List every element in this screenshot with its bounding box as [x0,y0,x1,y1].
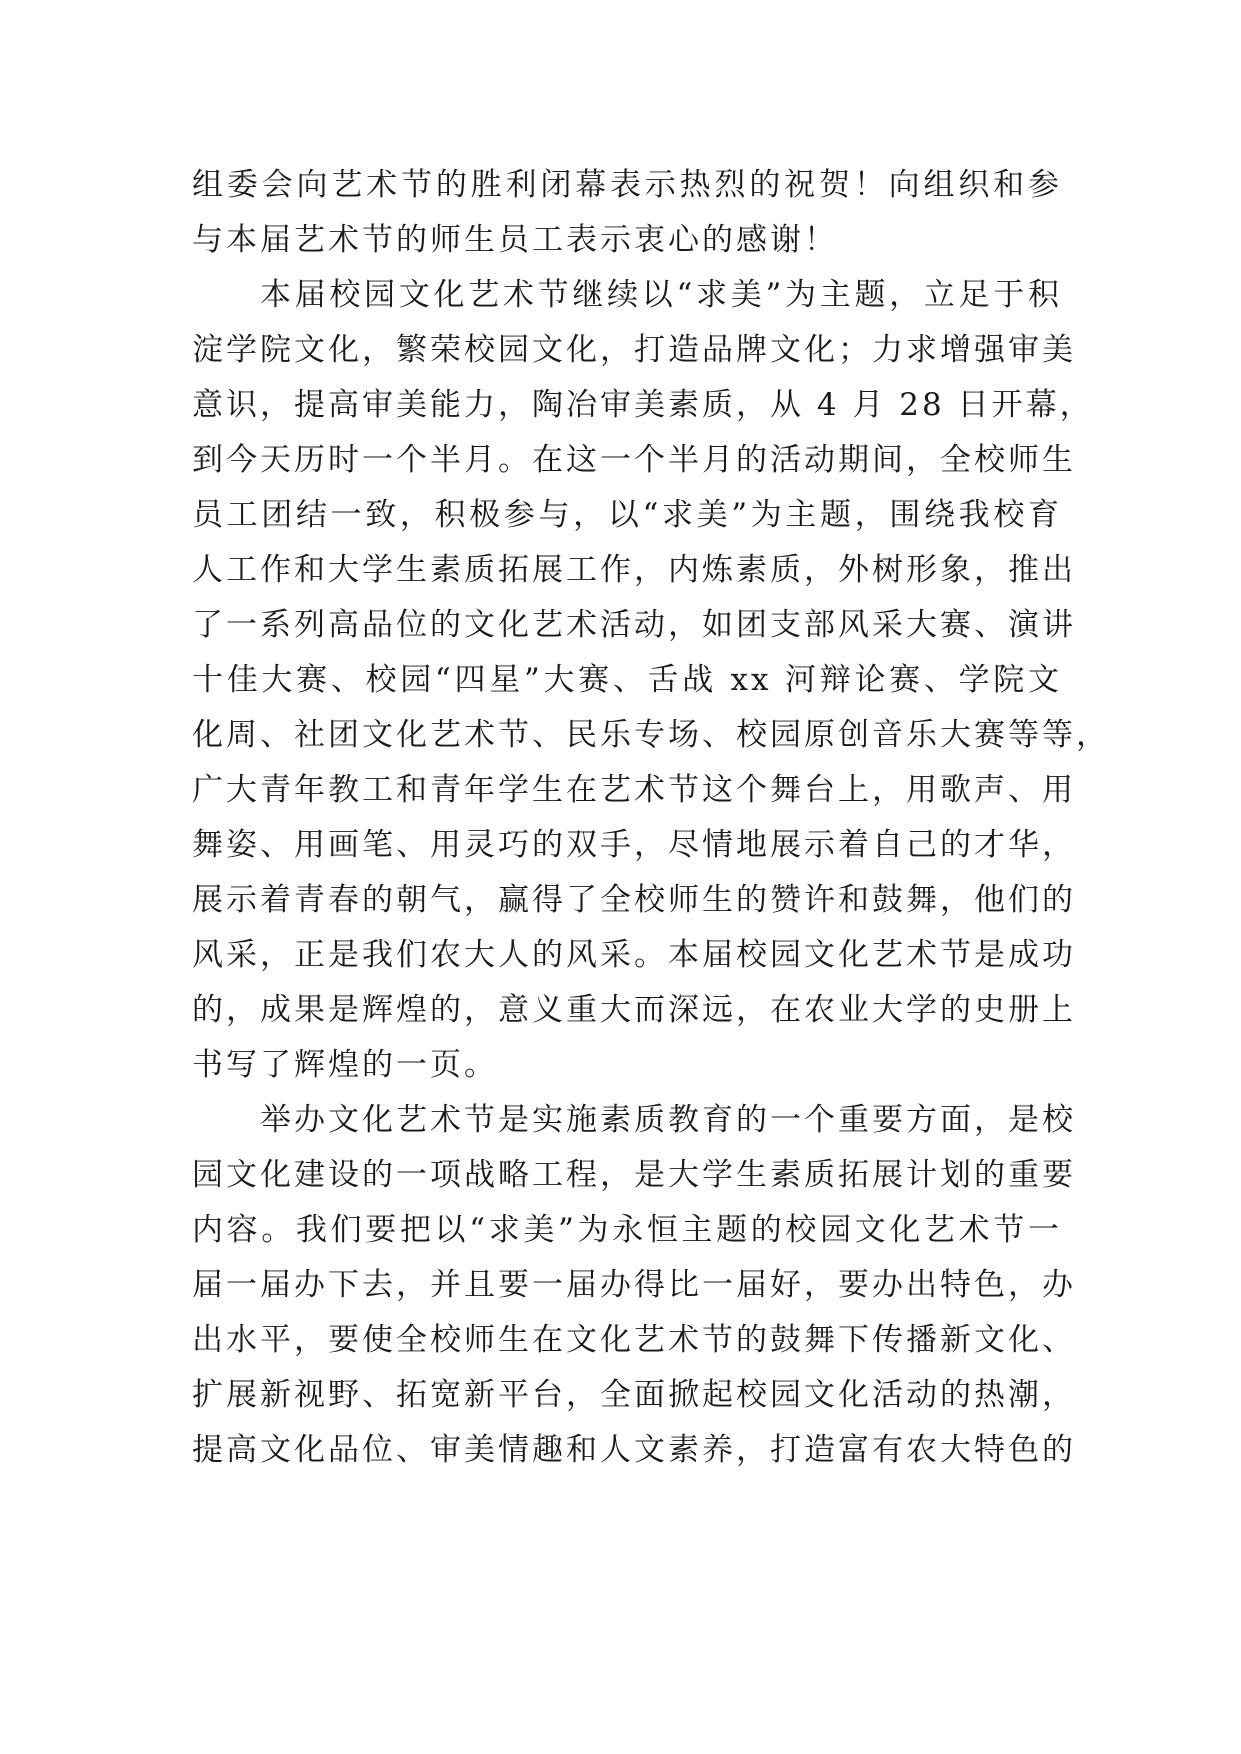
text-line: 内容。我们要把以“求美”为永恒主题的校园文化艺术节一 [192,1212,1062,1248]
text-line: 与本届艺术节的师生员工表示衷心的感谢！ [192,222,838,258]
text-line: 提高文化品位、审美情趣和人文素养，打造富有农大特色的 [192,1432,1076,1468]
text-line: 淀学院文化，繁荣校园文化，打造品牌文化；力求增强审美 [192,332,1076,368]
text-line: 意识，提高审美能力，陶冶审美素质，从 4 月 28 日开幕， [192,387,1094,423]
text-line: 组委会向艺术节的胜利闭幕表示热烈的祝贺！向组织和参 [192,167,1062,203]
text-line: 的，成果是辉煌的，意义重大而深远，在农业大学的史册上 [192,992,1076,1028]
text-line: 风采，正是我们农大人的风采。本届校园文化艺术节是成功 [192,937,1076,973]
text-line: 出水平，要使全校师生在文化艺术节的鼓舞下传播新文化、 [192,1322,1076,1358]
text-line: 员工团结一致，积极参与，以“求美”为主题，围绕我校育 [192,497,1062,533]
text-line: 化周、社团文化艺术节、民乐专场、校园原创音乐大赛等等， [192,717,1110,753]
text-line: 举办文化艺术节是实施素质教育的一个重要方面，是校 [260,1102,1076,1138]
text-line: 了一系列高品位的文化艺术活动，如团支部风采大赛、演讲 [192,607,1076,643]
text-line: 人工作和大学生素质拓展工作，内炼素质，外树形象，推出 [192,552,1076,588]
text-line: 十佳大赛、校园“四星”大赛、舌战 xx 河辩论赛、学院文 [192,662,1062,698]
text-line: 广大青年教工和青年学生在艺术节这个舞台上，用歌声、用 [192,772,1076,808]
text-line: 展示着青春的朝气，赢得了全校师生的赞许和鼓舞，他们的 [192,882,1076,918]
text-line: 扩展新视野、拓宽新平台，全面掀起校园文化活动的热潮， [192,1377,1076,1413]
text-line: 书写了辉煌的一页。 [192,1047,498,1083]
text-line: 舞姿、用画笔、用灵巧的双手，尽情地展示着自己的才华， [192,827,1076,863]
text-line: 到今天历时一个半月。在这一个半月的活动期间，全校师生 [192,442,1076,478]
text-line: 园文化建设的一项战略工程，是大学生素质拓展计划的重要 [192,1157,1076,1193]
text-line: 届一届办下去，并且要一届办得比一届好，要办出特色，办 [192,1267,1076,1303]
document-body [192,158,1110,1478]
text-line: 本届校园文化艺术节继续以“求美”为主题，立足于积 [260,277,1062,313]
